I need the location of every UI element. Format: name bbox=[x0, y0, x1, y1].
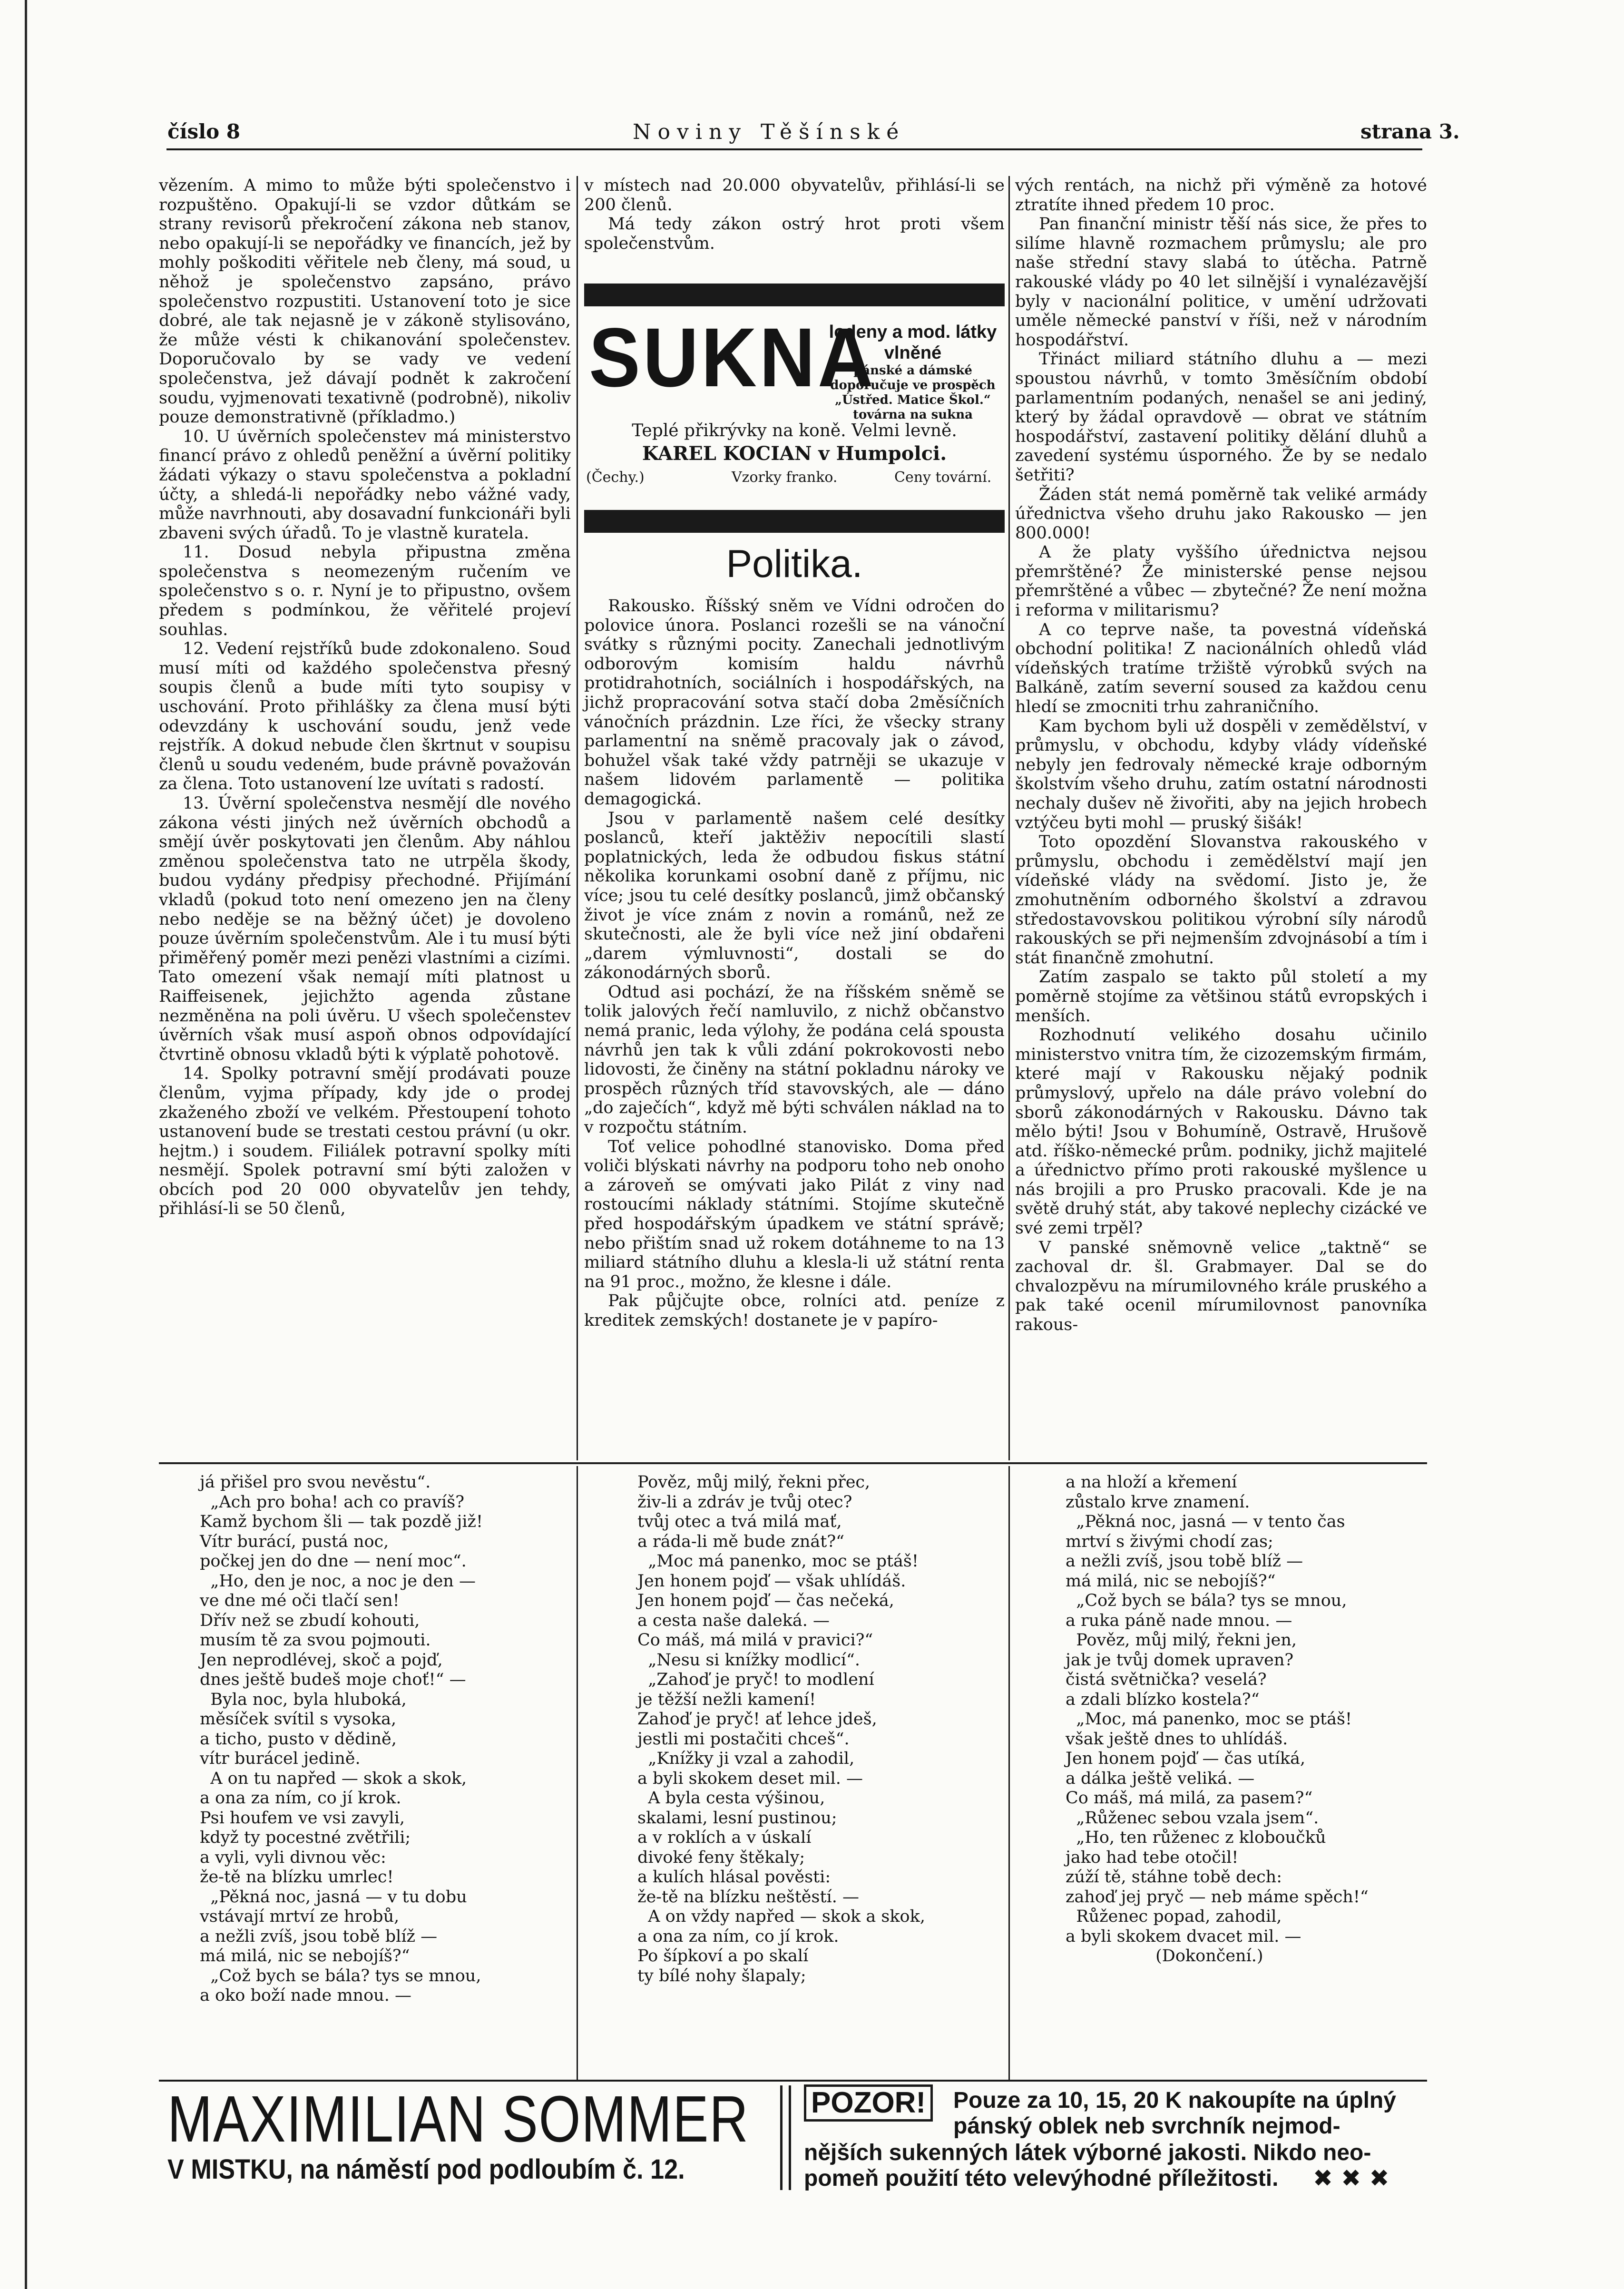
pozor-line-4: pomeň použití této velevýhodné příležitosti. bbox=[804, 2166, 1279, 2191]
ad-bottom-bar bbox=[584, 510, 1005, 533]
paragraph: Jsou v parlamentě našem celé desítky poslanců, kteří jaktěživ nepocítili slastí poplatnických, leda že odbudou fiskus státní několika korunkami osobní daně z příjmu, nic více; jsou tu celé desítky poslanců, jimž občanský život je více znám z novin a románů, než ze skutečnosti, ale že byli více než jiní obdařeni „darem výmluvnosti“, dostali se do zákonodárných sborů. bbox=[584, 809, 1005, 983]
paragraph: Rakousko. Říšský sněm ve Vídni odročen do polovice února. Poslanci rozešli se na vánoční svátky s různými pocity. Zanechali jednotlivým odborovým komisím haldu návrhů protidrahotních, sociálních i hospodářských, na jichž propracování sotva stačí doba 2měsíčních vánočních prázdnin. Lze říci, že všecky strany parlamentní na sněmě pracovaly jak o závod, bohužel však také vždy patrněji se ukazuje v našem lidovém parlamentě — politika demagogická. bbox=[584, 597, 1005, 809]
column-rule-1 bbox=[577, 176, 578, 1460]
paragraph: Pak půjčujte obce, rolníci atd. peníze z kreditek zemských! dostanete je v papíro- bbox=[584, 1291, 1005, 1330]
poem-column-rule-1 bbox=[577, 1466, 578, 2080]
paragraph: vých rentách, na nichž při výměně za hotové ztratíte ihned předem 10 proc. bbox=[1015, 176, 1427, 215]
newspaper-title: Noviny Těšínské bbox=[633, 120, 906, 144]
ad-line-3-left: (Čechy.) bbox=[586, 469, 645, 486]
poem-column-3: a na hloží a křemení zůstalo krve znamení. „Pěkná noc, jasná — v tento čas mrtví s živými chodí zas; a nežli zvíš, jsou tobě blíž — má milá, nic se nebojíš?“ „Což bych se bála? tys se mnou, a ruka páně nade mnou. — Pověz, můj milý, řekni jen, jak je tvůj domek upraven? čistá světnička? veselá? a zdali blízko kostela?“ „Moc, má panenko, moc se ptáš! však ještě dnes to uhlídáš. Jen honem pojď — čas utíká, a dálka ještě veliká. — Co máš, má milá, za pasem?“ „Růženec sebou vzala jsem“. „Ho, ten růženec z kloboučků jako had tebe otočil! zúží tě, stáhne tobě dech: zahoď jej pryč — neb máme spěch!“ Růženec popad, zahodil, a byli skokem dvacet mil. — (Dokončení.) bbox=[1066, 1473, 1369, 1966]
feuilleton-rule bbox=[159, 1462, 1427, 1464]
ad-side-line: továrna na sukna bbox=[853, 408, 973, 422]
issue-number: číslo 8 bbox=[167, 120, 240, 143]
ad-divider-a bbox=[780, 2085, 783, 2190]
paragraph: V panské sněmovně velice „taktně“ se zachoval dr. šl. Grabmayer. Dal se do chvalozpěvu na mírumilovného krále pruského a pak také ocenil mírumilovnost panovníka rakous- bbox=[1015, 1238, 1427, 1335]
article-column-2-top bbox=[584, 176, 1005, 253]
ad-divider-b bbox=[789, 2085, 791, 2190]
ad-top-bar bbox=[584, 284, 1005, 306]
paragraph: A co teprve naše, ta povestná vídeňská obchodní politika! Z nacionálních ohledů vlád vídeňských tratíme tržiště výrobků svých na Balkáně, zatím severní soused za každou cenu hledí se zmocniti trhu zahraničního. bbox=[1015, 620, 1427, 717]
ad-line-1: Teplé přikrývky na koně. Velmi levně. bbox=[632, 421, 957, 440]
scan-edge-line bbox=[25, 0, 27, 2289]
header-rule bbox=[166, 148, 1422, 150]
pozor-line-1: Pouze za 10, 15, 20 K nakoupíte na úplný bbox=[953, 2088, 1396, 2113]
paragraph: Žáden stát nemá poměrně tak veliké armády úřednictva všeho druhu jako Rakousko — jen 800.000! bbox=[1015, 485, 1427, 543]
paragraph: Toto opozdění Slovanstva rakouského v průmyslu, obchodu i zemědělství mají jen vídeňské vlády na svědomí. Jisto je, že zmohutněním odborného školství a zdravou středostavovskou politikou výrobní síly národů rakouských se při nejmenším zdvojnásobí a tím i stát finančně zmohutní. bbox=[1015, 832, 1427, 968]
ad-headline: SUKNA bbox=[589, 311, 876, 404]
bottom-ad-rule bbox=[159, 2080, 1427, 2082]
page-number: strana 3. bbox=[1360, 120, 1460, 143]
article-column-3 bbox=[1015, 176, 1427, 1335]
poem-column-rule-2 bbox=[1008, 1466, 1010, 2080]
article-column-2 bbox=[584, 597, 1005, 1330]
ad-line-2: KAREL KOCIAN v Humpolci. bbox=[642, 442, 947, 465]
pozor-line-2: pánský oblek neb svrchník nejmod- bbox=[953, 2113, 1340, 2139]
paragraph: 14. Spolky potravní smějí prodávati pouze členům, vyjma případy, kdy jde o prodej zkaženého zboží ve velkém. Přestoupení tohoto ustanovení bude se trestati cestou právní (u okr. hejtm.) i soudem. Filiálek potravní spolky míti nesmějí. Spolek potravní smí býti založen v obcích pod 20 000 obyvatelův jen tehdy, přihlásí-li se 50 členů, bbox=[159, 1064, 571, 1219]
ad-line-3-mid: Vzorky franko. bbox=[732, 469, 838, 486]
ad-line-3-right: Ceny tovární. bbox=[894, 469, 992, 486]
ad-side-headline: lodeny a mod. látky vlněné bbox=[829, 322, 997, 363]
paragraph: Kam bychom byli už dospěli v zemědělství, v průmyslu, v obchodu, kdyby vlády vídeňské nebyly jen fedrovaly německé kraje odborným školstvím všeho druhu, zatím ostatní národnosti nechaly dušev ně živořiti, aby na jejich hrobech vztýčeu byti mohl — pruský šišák! bbox=[1015, 716, 1427, 832]
pozor-line-3: nějších sukenných látek výborné jakosti. Nikdo neo- bbox=[804, 2140, 1371, 2165]
paragraph: 11. Dosud nebyla připustna změna společenstva s neomezeným ručením ve společenstvo s o. r. Nyní je to připustno, ovšem předem s podmínkou, že věřitelé projeví souhlas. bbox=[159, 543, 571, 639]
paragraph: Pan finanční ministr těší nás sice, že přes to silíme hlavně rozmachem průmyslu; ale pro naše střední stavy slabá to útěcha. Patrně rakouské vlády po 40 let silnější i vynalézavější byly v nacionální politice, v umění udržovati uměle německé panství v říši, než v národním hospodářství. bbox=[1015, 215, 1427, 350]
section-title: Politika. bbox=[726, 542, 863, 586]
ad-side-text bbox=[821, 322, 1005, 422]
cross-marks-icon: ✖ ✖ ✖ bbox=[1313, 2164, 1389, 2192]
sommer-address: V MISTKU, na náměstí pod podloubím č. 12. bbox=[167, 2154, 685, 2185]
sukna-advertisement bbox=[584, 312, 1005, 531]
paragraph: v místech nad 20.000 obyvatelův, přihlásí-li se 200 členů. bbox=[584, 176, 1005, 215]
ad-side-line: pánské a dámské bbox=[853, 363, 972, 378]
poem-column-2: Pověz, můj milý, řekni přec, živ-li a zdráv je tvůj otec? tvůj otec a tvá milá mať, a ráda-li mě bude znát?“ „Moc má panenko, moc se ptáš! Jen honem pojď — však uhlídáš. Jen honem pojď — čas nečeká, a cesta naše daleká. — Co máš, má milá v pravici?“ „Nesu si knížky modlicí“. „Zahoď je pryč! to modlení je těžší nežli kamení! Zahoď je pryč! ať lehce jdeš, jestli mi postačiti chceš“. „Knížky ji vzal a zahodil, a byli skokem deset mil. — A byla cesta výšinou, skalami, lesní pustinou; a v roklích a v úskalí divoké feny štěkaly; a kulích hlásal pověsti: že-tě na blízku neštěstí. — A on vždy napřed — skok a skok, a ona za ním, co jí krok. Po šípkoví a po skalí ty bílé nohy šlapaly; bbox=[637, 1473, 925, 1986]
ad-side-line: „Ústřed. Matice Škol.“ bbox=[835, 393, 991, 407]
article-column-1 bbox=[159, 176, 571, 1219]
column-rule-2 bbox=[1008, 176, 1010, 1460]
paragraph: 13. Úvěrní společenstva nesmějí dle nového zákona vésti jiných než úvěrních obchodů a smějí úvěr poskytovati jen členům. Aby náhlou změnou společenstva tato ne utrpěla škody, budou vydány předpisy přechodné. Přijímání vkladů (pokud toto není omezeno jen na členy nebo neděje se na běžný účet) je dovoleno pouze úvěrním společenstvům. Ale i tu musí býti přiměřený poměr mezi penězi vlastními a cizími. Tato omezení však nemají míti platnost u Raiffeisenek, jejichžto agenda zůstane nezměněna na poli úvěru. U všech společenstev úvěrních však musí aspoň obnos odpovídající čtvrtině obnosu vkladů býti k výplatě pohotově. bbox=[159, 794, 571, 1064]
paragraph: Odtud asi pochází, že na říšském sněmě se tolik jalových řečí namluvilo, z nichž občanstvo nemá pranic, leda výlohy, že podána celá spousta návrhů jen tak k vůli zdání pokrokovosti nebo lidovosti, že činěny na státní pokladnu nároky ve prospěch různých tříd stavovských, ale — dáno „do zaječích“, když mě býti schválen náklad na to v rozpočtu státním. bbox=[584, 982, 1005, 1137]
pozor-advertisement bbox=[804, 2084, 1422, 2194]
sommer-name: MAXIMILIAN SOMMER bbox=[167, 2083, 749, 2156]
pozor-label: POZOR! bbox=[804, 2084, 933, 2122]
paragraph: vězením. A mimo to může býti společenstvo i rozpuštěno. Opakují-li se vzdor důtkám se strany revisorů překročení zákona neb stanov, nebo opakují-li se nepořádky ve financích, jež by mohly poškoditi věřitele neb členy, má soud, u něhož je společenstvo zapsáno, právo společenstvo rozpustiti. Ustanovení toto je sice dobré, ale tak nejasně je v zákoně stylisováno, že může vésti k chikanování společenstev. Doporučovalo by se vady ve vedení společenstva, jež dávají podnět k zakročení soudu, vyjmenovati texativně (podrobně), nikoliv pouze demonstrativně (příkladmo.) bbox=[159, 176, 571, 427]
ad-side-line: doporučuje ve prospěch bbox=[830, 378, 996, 392]
poem-column-1: já přišel pro svou nevěstu“. „Ach pro boha! ach co pravíš? Kamž bychom šli — tak pozdě již! Vítr burácí, pustá noc, počkej jen do dne — není moc“. „Ho, den je noc, a noc je den — ve dne mé oči tlačí sen! Dřív než se zbudí kohouti, musím tě za svou pojmouti. Jen neprodlévej, skoč a pojď, dnes ještě budeš moje choť!“ — Byla noc, byla hluboká, měsíček svítil s vysoka, a ticho, pusto v dědině, vítr burácel jedině. A on tu napřed — skok a skok, a ona za ním, co jí krok. Psi houfem ve vsi zavyli, když ty pocestné zvětřili; a vyli, vyli divnou věc: že-tě na blízku umrlec! „Pěkná noc, jasná — v tu dobu vstávají mrtví ze hrobů, a nežli zvíš, jsou tobě blíž — má milá, nic se nebojíš?“ „Což bych se bála? tys se mnou, a oko boží nade mnou. — bbox=[200, 1473, 483, 2005]
paragraph: Zatím zaspalo se takto půl století a my poměrně stojíme za většinou států evropských i menších. bbox=[1015, 968, 1427, 1026]
paragraph: Rozhodnutí velikého dosahu učinilo ministerstvo vnitra tím, že cizozemským firmám, které mají v Rakousku nějaký podnik průmyslový, upřelo na dále právo volební do sborů zákonodárných v Rakousku. Dávno tak mělo býti! Jsou v Bohumíně, Ostravě, Hrušově atd. říško-německé prům. podniky, jichž majitelé a úřednictvo přímo proti rakouské myšlence u nás brojili a pro Prusko pracovali. Kde je na světě druhý stát, aby takové neplechy cizácké ve své zemi trpěl? bbox=[1015, 1026, 1427, 1238]
paragraph: 12. Vedení rejstříků bude zdokonaleno. Soud musí míti od každého společenstva přesný soupis členů a bude míti tyto soupisy v uschování. Proto přihlášky za člena musí býti odevzdány k uschování soudu, jenž vede rejstřík. A dokud nebude člen škrtnut v soupisu členů u soudu vedeném, bude právně považován za člena. Toto ustanovení lze uvítati s radostí. bbox=[159, 639, 571, 794]
paragraph: Třináct miliard státního dluhu a — mezi spoustou návrhů, v tomto 3měsíčním období parlamentním podaných, nenašel se ani jediný, který by žádal opravdově — obrat ve státním hospodářství, zastavení politiky dělání dluhů a zavedení systému úsporného. Že by se nedalo šetřiti? bbox=[1015, 350, 1427, 485]
paragraph: A že platy vyššího úřednictva nejsou přemrštěné? Že ministerské pense nejsou přemrštěné a vůbec — zbytečné? Že není možna i reforma v militarismu? bbox=[1015, 543, 1427, 620]
paragraph: Toť velice pohodlné stanovisko. Doma před voliči blýskati návrhy na podporu toho neb onoho a zároveň se omývati jako Pilát z viny nad rostoucími náklady státními. Stojíme skutečně před hospodářským úpadkem ve státní správě; nebo přištím snad už rokem dotáhneme to na 13 miliard státního dluhu a klesla-li už státní renta na 91 proc., možno, že klesne i dále. bbox=[584, 1137, 1005, 1291]
paragraph: 10. U úvěrních společenstev má ministerstvo financí právo z ohledů peněžní a úvěrní politiky žádati výkazy o stavu společenstva a pokladní účty, a shledá-li nepořádky nebo vážné vady, může navrhnouti, aby dosavadní funkcionáři byli zbaveni svých úřadů. To je vlastně kuratela. bbox=[159, 427, 571, 543]
paragraph: Má tedy zákon ostrý hrot proti všem společenstvům. bbox=[584, 215, 1005, 253]
